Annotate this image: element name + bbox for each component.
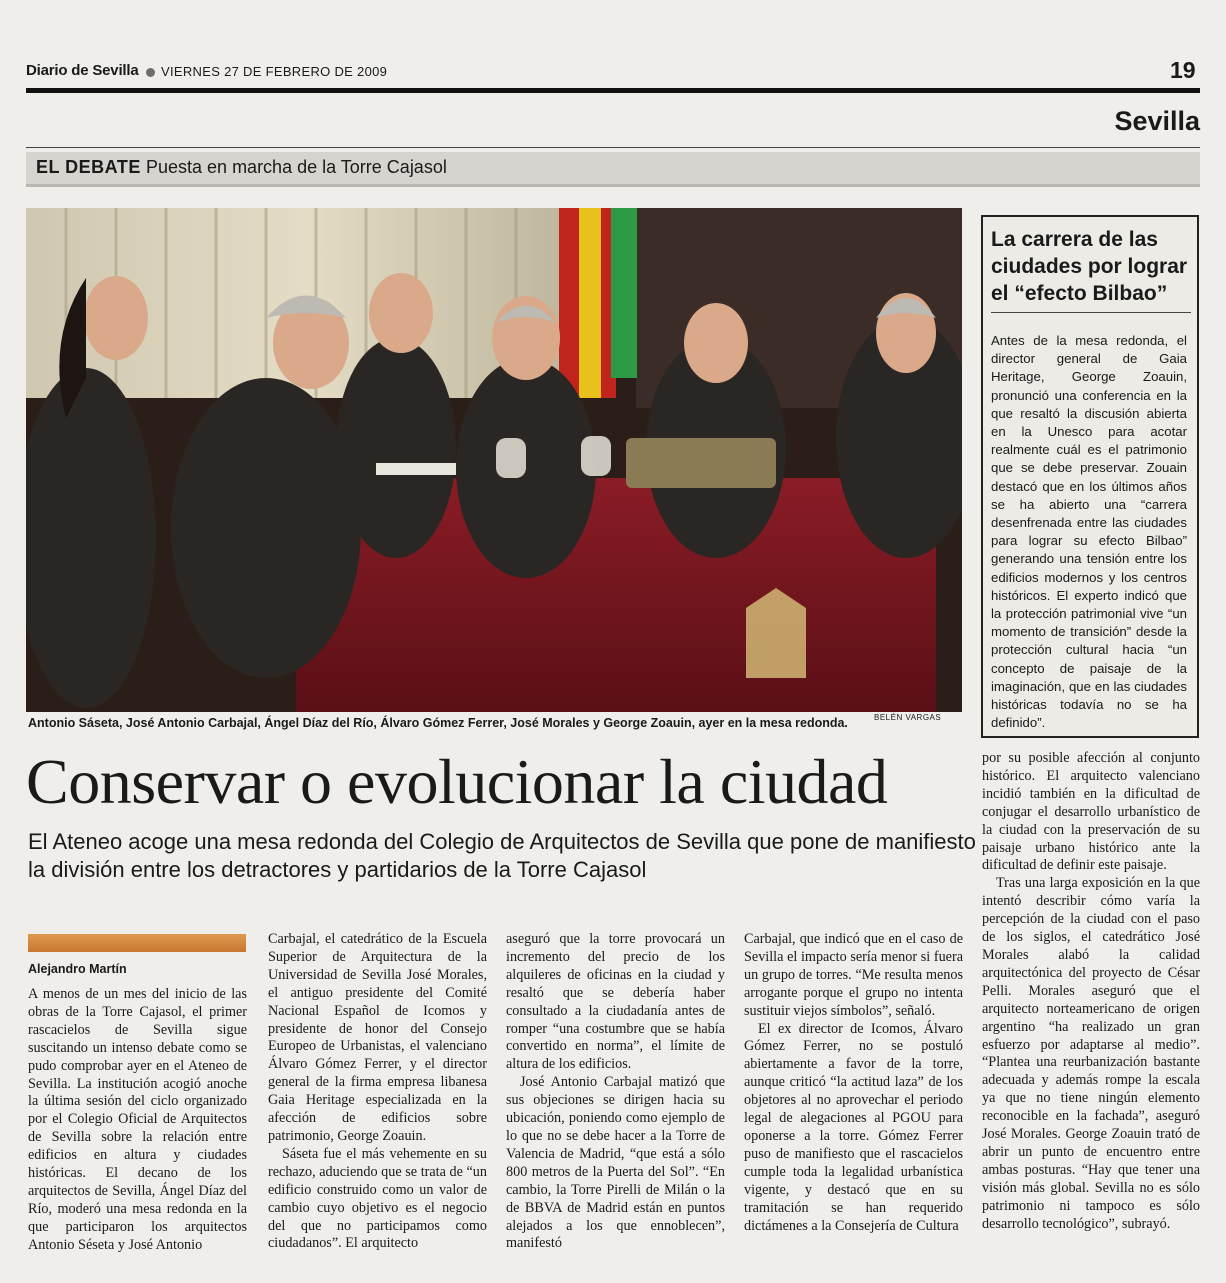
paragraph: por su posible afección al conjunto histórico. El arquitecto valenciano incidió también en la dificultad de conjugar el desarrollo urbanístico de la ciudad con la preservación de su paisaje urbano histórico ante la dificultad de definir este paisaje.	[982, 750, 1200, 874]
paragraph: Carbajal, que indicó que en el caso de Sevilla el impacto sería menor si fuera un grupo de torres. “Me resulta menos arrogante porque el grupo no intenta sustituir viejos símbolos”, señaló.	[744, 931, 963, 1019]
paragraph: Carbajal, el catedrático de la Escuela Superior de Arquitectura de la Universidad de Sevilla José Morales, el antiguo presidente del Comité Nacional Español de Icomos y presidente de honor del Consejo Europeo de Urbanistas, el valenciano Álvaro Gómez Ferrer, y el director general de la firma empresa libanesa Gaia Heritage especializada en la afección de edificios sobre patrimonio, George Zoauin.	[268, 931, 487, 1144]
masthead: Diario de Sevilla	[26, 62, 139, 79]
photo-caption: Antonio Sáseta, José Antonio Carbajal, Ángel Díaz del Río, Álvaro Gómez Ferrer, José Morales y George Zoauin, ayer en la mesa redonda.	[28, 716, 848, 730]
author-bar	[28, 934, 246, 952]
photo-illustration	[26, 208, 962, 712]
section-rule	[26, 147, 1200, 148]
byline: Alejandro Martín	[28, 962, 127, 976]
page-number: 19	[1170, 57, 1196, 83]
sidebar-title: La carrera de las ciudades por lograr el “efecto Bilbao”	[991, 228, 1188, 305]
sidebar-body: Antes de la mesa redonda, el director general de Gaia Heritage, George Zoauin, pronunció una conferencia en la que resaltó la discusión abierta en la Unesco para acotar realmente cuál es el patrimonio que se debe preservar. Zouain destacó que en los últimos años se ha abierto una “carrera desenfrenada entre las ciudades para lograr su efecto Bilbao” generando una tensión entre los edificios modernos y los centros históricos. El experto indicó que la protección patrimonial vive “un momento de transición” desde la protección cultural hacia “un concepto de paisaje de la imaginación, que en las ciudades históricas todavía no se ha definido”.	[991, 333, 1187, 731]
article-column-1	[28, 986, 247, 1255]
photo-credit: BELÉN VARGAS	[874, 713, 942, 722]
article-column-5	[982, 750, 1200, 1233]
kicker-label: EL DEBATE	[36, 157, 141, 177]
paragraph: Tras una larga exposición en la que intentó describir cómo varía la percepción de la ciudad con el paso de los siglos, el catedrático José Morales alabó la calidad arquitectónica del proyecto de César Pelli. Morales aseguró que el arquitecto norteamericano de origen argentino “ha realizado un gran esfuerzo por adaptarse al medio”. “Plantea una reurbanización bastante adecuada y además rompe la escala ya que no tiene ningún elemento reconocible en la fachada”, aseguró José Morales. George Zoauin trató de abrir un punto de encuentro entre ambas posturas. “Hay que tener una visión más global. Sevilla no es sólo patrimonio ni tampoco es sólo desarrollo tecnológico”, subrayó.	[982, 875, 1200, 1232]
paragraph: Sáseta fue el más vehemente en su rechazo, aduciendo que se trata de “un edificio construido como un valor de cambio cuyo objetivo es el negocio del que no participamos como ciudadanos”. El arquitecto	[268, 1145, 487, 1252]
deck: El Ateneo acoge una mesa redonda del Colegio de Arquitectos de Sevilla que pone de manifiesto la división entre los detractores y partidarios de la Torre Cajasol	[28, 829, 976, 882]
paragraph: José Antonio Carbajal matizó que sus objeciones se dirigen hacia su ubicación, poniendo como ejemplo de lo que no se debe hacer a la Torre de Valencia de Madrid, “que está a sólo 800 metros de la Puerta del Sol”. “En cambio, la Torre Pirelli de Milán o la de BBVA de Madrid están en puntos alejados a los que ennoblecen”, manifestó	[506, 1074, 725, 1252]
separator-dot-icon	[146, 68, 155, 77]
article-column-2	[268, 931, 487, 1253]
section-title: Sevilla	[1114, 106, 1200, 136]
paragraph: El ex director de Icomos, Álvaro Gómez Ferrer, no se postuló abiertamente a favor de la torre, aunque criticó “la actitud laza” de los objetores al no aprovechar el periodo legal de alegaciones al PGOU para oponerse a la torre. Gómez Ferrer puso de manifiesto que el rascacielos cumple toda la legalidad urbanística vigente, y destacó que en su tramitación se han requerido dictámenes a la Consejería de Cultura	[744, 1020, 963, 1234]
article-column-3	[506, 931, 725, 1253]
paragraph: A menos de un mes del inicio de las obras de la Torre Cajasol, el primer rascacielos de Sevilla sigue suscitando un intenso debate como se pudo comprobar ayer en el Ateneo de Sevilla. La institución acogió anoche la última sesión del ciclo organizado por el Colegio Oficial de Arquitectos de Sevilla sobre la relación entre edificios en altura y ciudades históricas. El decano de los arquitectos de Sevilla, Ángel Díaz del Río, moderó una mesa redonda en la que participaron los arquitectos Antonio Séseta y José Antonio	[28, 986, 247, 1253]
sidebar-rule	[991, 312, 1191, 313]
kicker-text: Puesta en marcha de la Torre Cajasol	[146, 157, 447, 177]
news-photo	[26, 208, 962, 712]
paragraph: aseguró que la torre provocará un incremento del precio de los alquileres de oficinas en la ciudad y resaltó que se debería haber consultado a la ciudadanía antes de romper “una costumbre que se había convertido en norma”, el límite de altura de los edificios.	[506, 931, 725, 1073]
header-rule	[26, 88, 1200, 93]
dateline: VIERNES 27 DE FEBRERO DE 2009	[161, 64, 388, 79]
article-column-4	[744, 931, 963, 1235]
headline: Conservar o evolucionar la ciudad	[26, 746, 888, 817]
